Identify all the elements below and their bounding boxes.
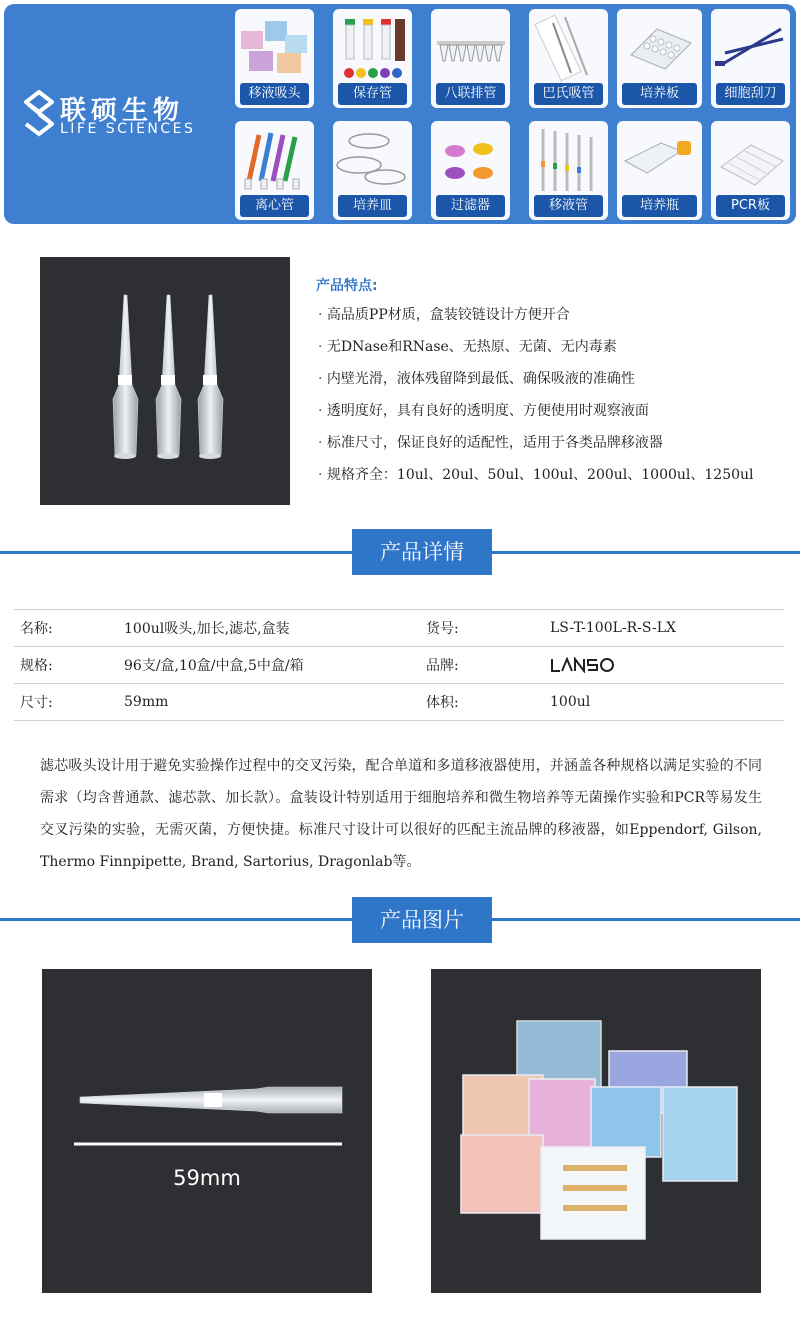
feature-item: · 无DNase和RNase、无热原、无菌、无内毒素	[318, 337, 754, 369]
cryo-tubes-icon	[333, 9, 412, 83]
syringe-filter-icon	[431, 121, 510, 195]
table-row	[14, 610, 784, 647]
brand-label: 品牌:	[420, 647, 544, 684]
centrifuge-tubes-icon	[235, 121, 314, 195]
category-label: 八联排管	[436, 83, 505, 105]
category-tile-cryo-tubes[interactable]	[333, 9, 412, 108]
pipette-tips-image	[40, 257, 290, 505]
tip-boxes-image	[431, 969, 761, 1293]
category-banner	[4, 4, 796, 224]
brand-name-en: LIFE SCIENCES	[60, 121, 196, 137]
category-tile-cell-scrapers[interactable]	[711, 9, 790, 108]
product-hero-image	[40, 257, 290, 505]
spec-value: 96支/盒,10盒/中盒,5中盒/箱	[118, 647, 420, 684]
product-description: 滤芯吸头设计用于避免实验操作过程中的交叉污染，配合单道和多道移液器使用，并涵盖各种规格以满足实验的不同需求（均含普通款、滤芯款、加长款）。盒装设计特别适用于细胞培养和微生物培养等无菌操作实验和PCR等易发生交叉污染的实验，无需灭菌，方便快捷。标准尺寸设计可以很好的匹配主流品牌的移液器，如Eppendorf, Gilson, Thermo Finnpipette, Brand, Sartorius, Dragonlab等。	[40, 758, 762, 870]
tip-boxes-icon	[235, 9, 314, 83]
brand-logo[interactable]	[24, 90, 224, 142]
features-list	[318, 305, 754, 497]
feature-item: · 规格齐全：10ul、20ul、50ul、100ul、200ul、1000ul、1250ul	[318, 465, 754, 497]
category-label: 巴氏吸管	[534, 83, 603, 105]
name-label: 名称:	[14, 610, 118, 647]
images-section-title: 产品图片	[352, 897, 492, 943]
strip-tubes-icon	[431, 9, 510, 83]
category-label: 培养皿	[338, 195, 407, 217]
category-label: 离心管	[240, 195, 309, 217]
lanso-logo-icon	[550, 657, 616, 673]
category-tile-serological-pipettes[interactable]	[529, 121, 608, 220]
dimension-label: 59mm	[173, 1166, 241, 1190]
culture-flask-icon	[617, 121, 702, 195]
category-tile-culture-plates[interactable]	[617, 9, 702, 108]
volume-label: 体积:	[420, 684, 544, 721]
name-value: 100ul吸头,加长,滤芯,盒装	[118, 610, 420, 647]
table-row	[14, 684, 784, 721]
category-tile-pasteur-pipettes[interactable]	[529, 9, 608, 108]
logo-s-icon	[24, 90, 54, 138]
category-label: PCR板	[716, 195, 785, 217]
volume-value: 100ul	[544, 684, 784, 721]
category-tile-petri-dishes[interactable]	[333, 121, 412, 220]
category-label: 培养板	[622, 83, 697, 105]
table-row	[14, 647, 784, 684]
tip-boxes-photo	[431, 969, 761, 1293]
cell-scraper-icon	[711, 9, 790, 83]
category-label: 移液管	[534, 195, 603, 217]
category-tile-8-strip-tubes[interactable]	[431, 9, 510, 108]
spec-label: 规格:	[14, 647, 118, 684]
category-label: 细胞刮刀	[716, 83, 785, 105]
feature-item: · 透明度好，具有良好的透明度、方便使用时观察液面	[318, 401, 754, 433]
size-value: 59mm	[118, 684, 420, 721]
sku-value: LS-T-100L-R-S-LX	[544, 610, 784, 647]
brand-name-cn: 联硕生物	[60, 96, 185, 126]
feature-item: · 内壁光滑，液体残留降到最低、确保吸液的准确性	[318, 369, 754, 401]
brand-value	[544, 647, 784, 684]
category-tile-centrifuge-tubes[interactable]	[235, 121, 314, 220]
culture-plate-icon	[617, 9, 702, 83]
feature-item: · 高品质PP材质，盒装铰链设计方便开合	[318, 305, 754, 337]
category-label: 移液吸头	[240, 83, 309, 105]
single-tip-image	[42, 969, 372, 1293]
pasteur-pipette-icon	[529, 9, 608, 83]
category-label: 保存管	[338, 83, 407, 105]
category-tile-pcr-plates[interactable]	[711, 121, 790, 220]
size-label: 尺寸:	[14, 684, 118, 721]
spec-table	[14, 609, 784, 721]
category-tile-tips[interactable]	[235, 9, 314, 108]
category-label: 过滤器	[436, 195, 505, 217]
details-section-title: 产品详情	[352, 529, 492, 575]
serological-pipette-icon	[529, 121, 608, 195]
feature-item: · 标准尺寸，保证良好的适配性，适用于各类品牌移液器	[318, 433, 754, 465]
category-tile-filters[interactable]	[431, 121, 510, 220]
features-title: 产品特点:	[316, 278, 378, 294]
sku-label: 货号:	[420, 610, 544, 647]
pcr-plate-icon	[711, 121, 790, 195]
petri-dish-icon	[333, 121, 412, 195]
tip-dimension-photo	[42, 969, 372, 1293]
category-tile-culture-flasks[interactable]	[617, 121, 702, 220]
category-label: 培养瓶	[622, 195, 697, 217]
